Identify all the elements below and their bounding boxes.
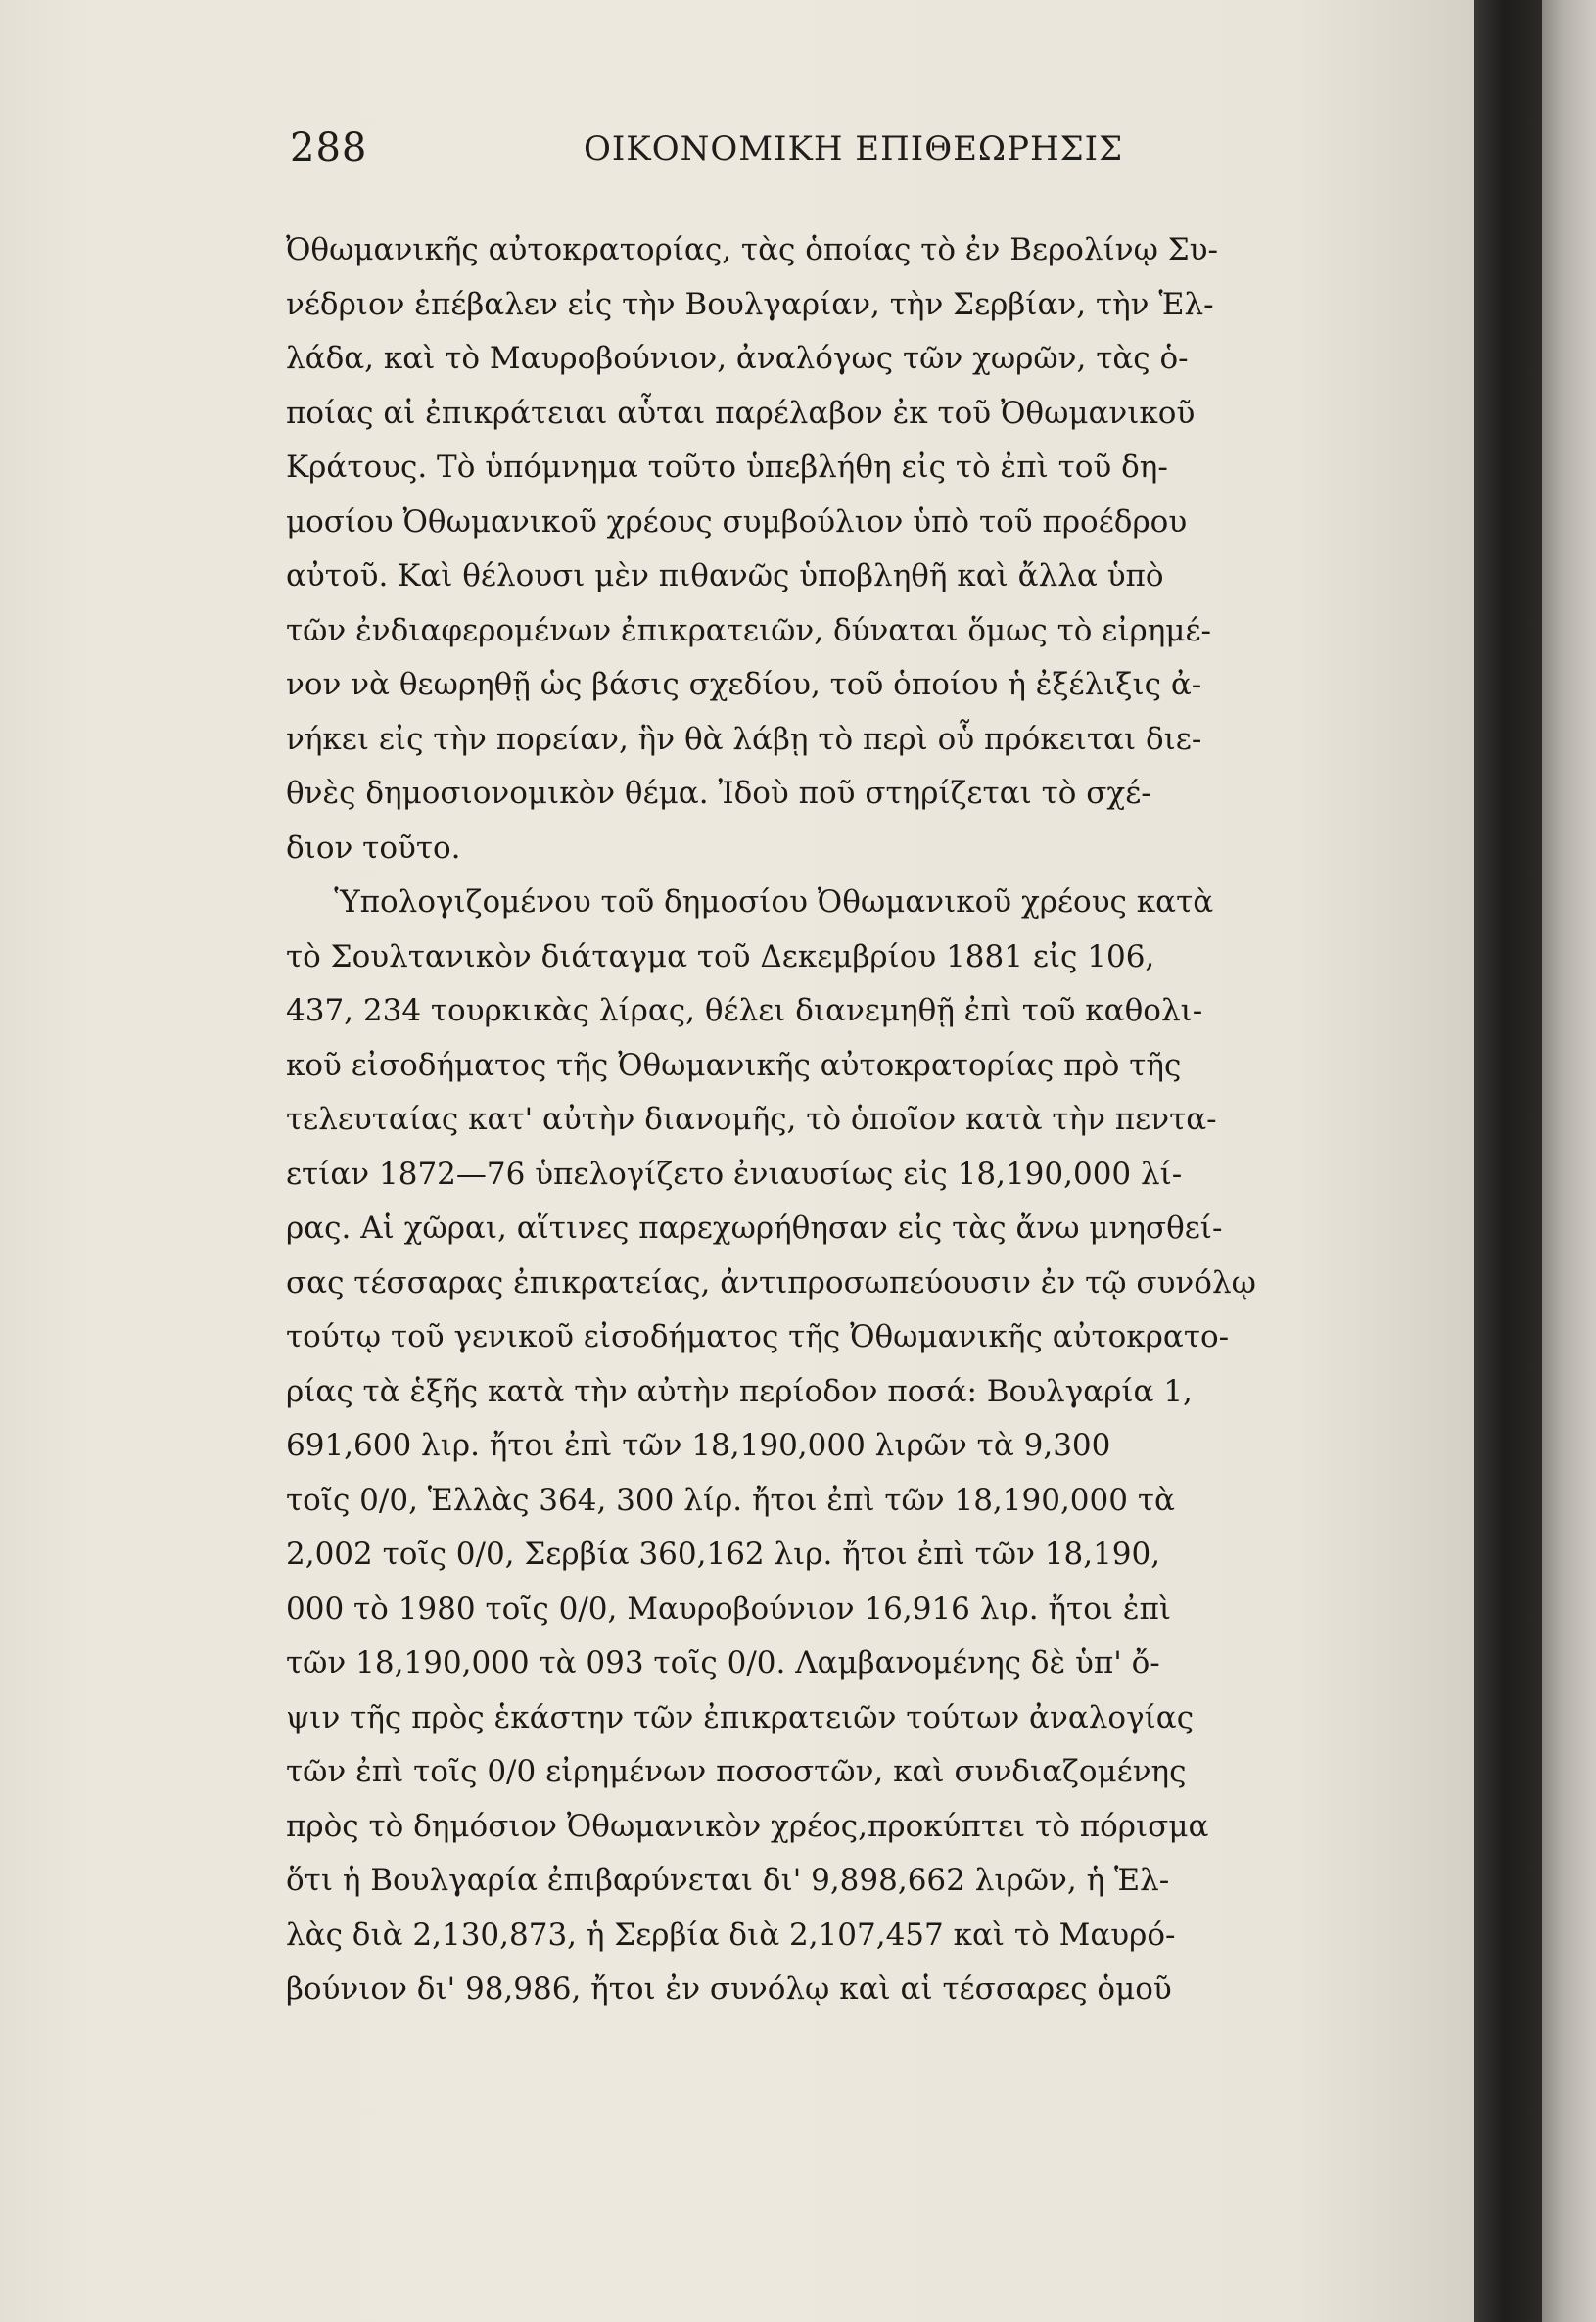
text-line: τῶν ἐνδιαφερομένων ἐπικρατειῶν, δύναται ὅμως τὸ εἰρημέ- [286,612,1211,648]
paragraph-2 [286,876,1383,2017]
text-line: Κράτους. Τὸ ὑπόμνημα τοῦτο ὑπεβλήθη εἰς τὸ ἐπὶ τοῦ δη- [286,450,1168,485]
text-line: πρὸς τὸ δημόσιον Ὀθωμανικὸν χρέος,προκύπτει τὸ πόρισμα [286,1808,1209,1844]
text-line: ψιν τῆς πρὸς ἑκάστην τῶν ἐπικρατειῶν τούτων ἀναλογίας [286,1699,1195,1735]
text-line: βούνιον δι' 98,986, ἤτοι ἐν συνόλῳ καὶ αἱ τέσσαρες ὁμοῦ [286,1971,1172,2007]
text-line: ποίας αἱ ἐπικράτειαι αὗται παρέλαβον ἐκ τοῦ Ὀθωμανικοῦ [286,395,1196,431]
text-line: σας τέσσαρας ἐπικρατείας, ἀντιπροσωπεύουσιν ἐν τῷ συνόλῳ [286,1264,1256,1301]
text-line: λάδα, καὶ τὸ Μαυροβούνιον, ἀναλόγως τῶν χωρῶν, τὰς ὁ- [286,341,1189,376]
text-line: αὐτοῦ. Καὶ θέλουσι μὲν πιθανῶς ὑποβληθῆ καὶ ἄλλα ὑπὸ [286,558,1164,593]
text-line: ρας. Αἱ χῶραι, αἵτινες παρεχωρήθησαν εἰς τὰς ἄνω μνησθεί- [286,1210,1223,1246]
text-line: νον νὰ θεωρηθῇ ὡς βάσις σχεδίου, τοῦ ὁποίου ἡ ἐξέλιξις ἀ- [286,667,1202,702]
text-line: λὰς διὰ 2,130,873, ἡ Σερβία διὰ 2,107,457 καὶ τὸ Μαυρό- [286,1917,1176,1953]
text-line: κοῦ εἰσοδήματος τῆς Ὀθωμανικῆς αὐτοκρατορίας πρὸ τῆς [286,1047,1182,1083]
text-line: ὅτι ἡ Βουλγαρία ἐπιβαρύνεται δι' 9,898,662 λιρῶν, ἡ Ἑλ- [286,1863,1170,1898]
text-line: τούτῳ τοῦ γενικοῦ εἰσοδήματος τῆς Ὀθωμανικῆς αὐτοκρατο- [286,1319,1230,1354]
text-line: τοῖς 0/0, Ἑλλὰς 364, 300 λίρ. ἤτοι ἐπὶ τῶν 18,190,000 τὰ [286,1482,1175,1518]
paragraph-1 [286,223,1383,876]
text-line: 2,002 τοῖς 0/0, Σερβία 360,162 λιρ. ἤτοι ἐπὶ τῶν 18,190, [286,1537,1161,1572]
text-line: 691,600 λιρ. ἤτοι ἐπὶ τῶν 18,190,000 λιρῶν τὰ 9,300 [286,1428,1111,1463]
text-line: διον τοῦτο. [286,829,461,866]
text-line: νέδριον ἐπέβαλεν εἰς τὴν Βουλγαρίαν, τὴν Σερβίαν, τὴν Ἑλ- [286,286,1214,322]
text-line: 437, 234 τουρκικὰς λίρας, θέλει διανεμηθῇ ἐπὶ τοῦ καθολι- [286,993,1203,1028]
page-header [290,125,1200,184]
text-line: Ὑπολογιζομένου τοῦ δημοσίου Ὀθωμανικοῦ χρέους κατὰ [286,884,1214,920]
text-line: θνὲς δημοσιονομικὸν θέμα. Ἰδοὺ ποῦ στηρίζεται τὸ σχέ- [286,776,1151,811]
text-line: 000 τὸ 1980 τοῖς 0/0, Μαυροβούνιον 16,916 λιρ. ἤτοι ἐπὶ [286,1590,1172,1627]
text-line: τῶν 18,190,000 τὰ 093 τοῖς 0/0. Λαμβανομένης δὲ ὑπ' ὄ- [286,1645,1160,1681]
text-line: τῶν ἐπὶ τοῖς 0/0 εἰρημένων ποσοστῶν, καὶ συνδιαζομένης [286,1754,1187,1789]
text-line: τελευταίας κατ' αὐτὴν διανομῆς, τὸ ὁποῖον κατὰ τὴν πεντα- [286,1102,1217,1137]
page-number: 288 [290,125,368,170]
facing-page-edge [1542,0,1596,2322]
book-gutter [1474,0,1542,2322]
text-line: Ὀθωμανικῆς αὐτοκρατορίας, τὰς ὁποίας τὸ ἐν Βερολίνῳ Συ- [286,232,1218,267]
text-line: νήκει εἰς τὴν πορείαν, ἣν θὰ λάβῃ τὸ περὶ οὗ πρόκειται διε- [286,721,1202,757]
text-line: τὸ Σουλτανικὸν διάταγμα τοῦ Δεκεμβρίου 1881 εἰς 106, [286,938,1155,974]
text-line: μοσίου Ὀθωμανικοῦ χρέους συμβούλιον ὑπὸ τοῦ προέδρου [286,503,1188,540]
running-title: ΟΙΚΟΝΟΜΙΚΗ ΕΠΙΘΕΩΡΗΣΙΣ [584,129,1124,168]
text-line: ετίαν 1872—76 ὑπελογίζετο ἐνιαυσίως εἰς 18,190,000 λί- [286,1156,1183,1192]
body-text [286,223,1383,2017]
text-line: ρίας τὰ ἑξῆς κατὰ τὴν αὐτὴν περίοδον ποσά: Βουλγαρία 1, [286,1373,1193,1409]
